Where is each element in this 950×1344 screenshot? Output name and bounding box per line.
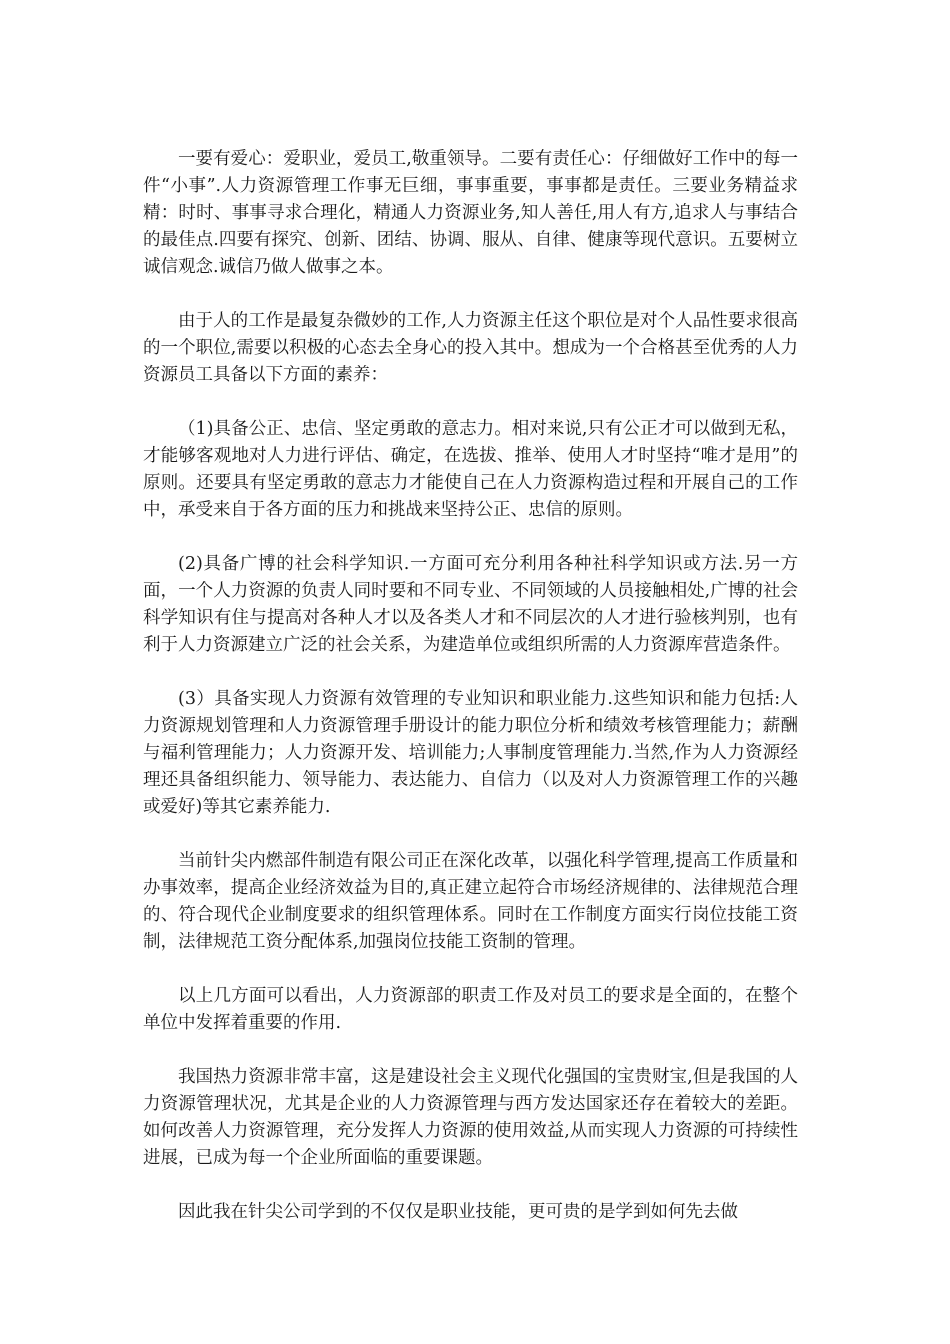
paragraph-1: 一要有爱心：爱职业，爱员工,敬重领导。二要有责任心：仔细做好工作中的每一件“小事”.人力资源管理工作事无巨细，事事重要，事事都是责任。三要业务精益求精：时时、事事寻求合理化，精通人力资源业务,知人善任,用人有方,追求人与事结合的最佳点.四要有探究、创新、团结、协调、服从、自律、健康等现代意识。五要树立诚信观念.诚信乃做人做事之本。 xyxy=(143,149,798,277)
paragraph-7: 以上几方面可以看出，人力资源部的职责工作及对员工的要求是全面的，在整个单位中发挥着重要的作用. xyxy=(143,986,798,1033)
paragraph-4: (2)具备广博的社会科学知识.一方面可充分利用各种社科学知识或方法.另一方面，一个人力资源的负责人同时要和不同专业、不同领域的人员接触相处,广博的社会科学知识有住与提高对各种人才以及各类人才和不同层次的人才进行验核判别，也有利于人力资源建立广泛的社会关系，为建造单位或组织所需的人力资源库营造条件。 xyxy=(143,554,798,655)
paragraph-6: 当前针尖内燃部件制造有限公司正在深化改革，以强化科学管理,提高工作质量和办事效率，提高企业经济效益为目的,真正建立起符合市场经济规律的、法律规范合理的、符合现代企业制度要求的组织管理体系。同时在工作制度方面实行岗位技能工资制，法律规范工资分配体系,加强岗位技能工资制的管理。 xyxy=(143,851,798,952)
paragraph-2: 由于人的工作是最复杂微妙的工作,人力资源主任这个职位是对个人品性要求很高的一个职位,需要以积极的心态去全身心的投入其中。想成为一个合格甚至优秀的人力资源员工具备以下方面的素养： xyxy=(143,311,798,385)
document-body xyxy=(143,146,798,1226)
paragraph-5: (3）具备实现人力资源有效管理的专业知识和职业能力.这些知识和能力包括:人力资源规划管理和人力资源管理手册设计的能力职位分析和绩效考核管理能力；薪酬与福利管理能力；人力资源开发、培训能力;人事制度管理能力.当然,作为人力资源经理还具备组织能力、领导能力、表达能力、自信力（以及对人力资源管理工作的兴趣或爱好)等其它素养能力. xyxy=(143,689,798,817)
paragraph-3: （1)具备公正、忠信、坚定勇敢的意志力。相对来说,只有公正才可以做到无私，才能够客观地对人力进行评估、确定，在选拔、推举、使用人才时坚持“唯才是用”的原则。还要具有坚定勇敢的意志力才能使自己在人力资源构造过程和开展自己的工作中，承受来自于各方面的压力和挑战来坚持公正、忠信的原则。 xyxy=(143,419,798,520)
paragraph-8: 我国热力资源非常丰富，这是建设社会主义现代化强国的宝贵财宝,但是我国的人力资源管理状况，尤其是企业的人力资源管理与西方发达国家还存在着较大的差距。如何改善人力资源管理，充分发挥人力资源的使用效益,从而实现人力资源的可持续性进展，已成为每一个企业所面临的重要课题。 xyxy=(143,1067,798,1168)
paragraph-9: 因此我在针尖公司学到的不仅仅是职业技能，更可贵的是学到如何先去做 xyxy=(178,1202,738,1222)
